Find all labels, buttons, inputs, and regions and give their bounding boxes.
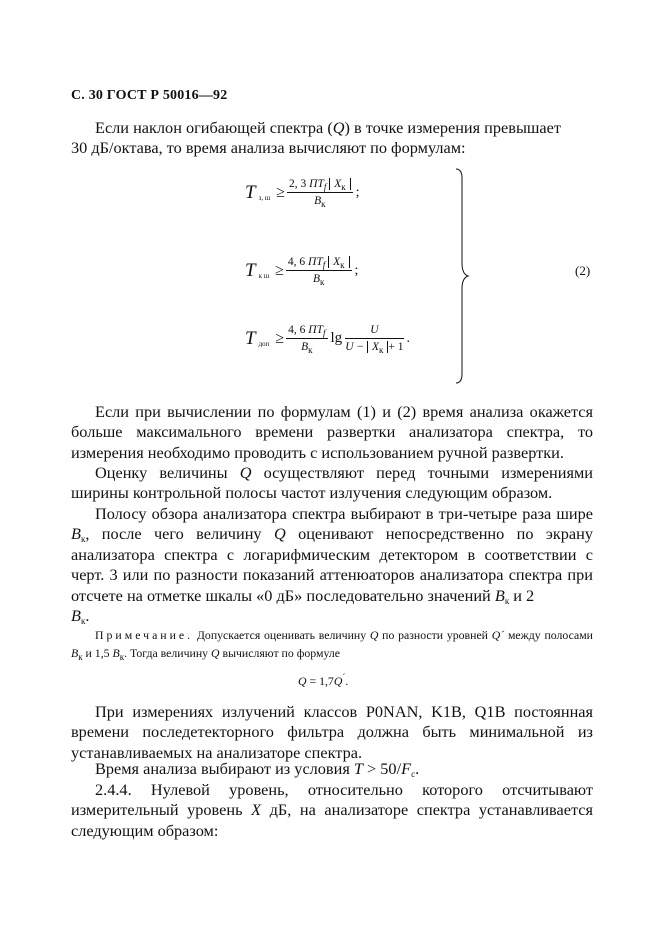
- formula-2: [245, 256, 358, 285]
- f1-ge: ≥: [276, 183, 286, 201]
- para4-f: и 2: [509, 585, 535, 605]
- f1-num-pi: ПТ: [309, 178, 324, 190]
- f1-fraction: [287, 178, 353, 207]
- f2-fraction: [286, 256, 352, 285]
- para7-b: дБ, на анализаторе спектра устанавливается следующим образом:: [71, 800, 593, 840]
- f3-x: X: [372, 341, 380, 353]
- note-b: по разности уровней: [378, 628, 492, 642]
- note-formula-eq: = 1,7: [306, 674, 334, 688]
- note-q2: Q´: [491, 628, 505, 642]
- para6-c: .: [415, 759, 420, 778]
- para4-g: B: [71, 606, 81, 626]
- note-label: Примечание.: [95, 628, 194, 642]
- f1-T: T: [245, 181, 256, 203]
- para6-fsub: c: [411, 769, 416, 779]
- note-formula-end: .: [345, 674, 349, 688]
- para1-q: Q: [332, 118, 345, 137]
- note-bk2sub: к: [119, 652, 125, 662]
- equation-number: (2): [575, 263, 591, 278]
- f2-T: T: [245, 259, 256, 281]
- para7-x: X: [251, 800, 262, 820]
- f3-u: U: [370, 324, 379, 336]
- note-formula-prime: ´: [342, 672, 346, 683]
- page-header: С. 30 ГОСТ Р 50016—92: [71, 88, 228, 103]
- f3-fraction-b: [345, 324, 403, 353]
- f3-num-f: f: [323, 328, 326, 338]
- f3-plus1: + 1: [388, 341, 404, 353]
- note-formula: [298, 674, 348, 689]
- para4-esub: к: [504, 595, 510, 606]
- note-a: Допускается оценивать величину: [193, 628, 370, 642]
- paragraph-intro: [71, 118, 593, 159]
- para3-b: осуществляют перед точными измерениями ширины контрольной полосы частот излучения следующим образом.: [71, 463, 593, 503]
- f1-num-a: 2, 3: [289, 178, 310, 190]
- f1-den: B: [314, 195, 322, 207]
- f2-end: ;: [354, 262, 359, 278]
- para7-a: 2.4.4. Нулевой уровень, относительно которого отсчитывают измерительный уровень: [71, 780, 593, 820]
- f1-num-xsub: к: [341, 182, 346, 192]
- f3-num-pi: ПТ: [308, 324, 323, 336]
- para4-h: .: [85, 606, 90, 626]
- para4-gsub: к: [80, 616, 86, 627]
- note-formula-lhs: Q: [298, 674, 307, 688]
- f3-den: B: [301, 341, 309, 353]
- paragraph-6: [71, 759, 593, 779]
- f3-u-minus: U −: [345, 341, 365, 353]
- f1-sub: з, ш: [258, 193, 271, 202]
- f1-num-f: f: [323, 182, 327, 192]
- note-bk: B: [71, 646, 79, 660]
- para4-b: B: [71, 524, 81, 544]
- f3-den-sub: к: [308, 345, 313, 355]
- paragraph-7: [71, 780, 593, 841]
- f1-den-sub: к: [321, 199, 326, 209]
- formula-1: [245, 178, 360, 207]
- para4-a: Полосу обзора анализатора спектра выбирают в три-четыре раза шире: [95, 504, 593, 523]
- f2-sub: к ш: [258, 271, 270, 280]
- f3-end: .: [406, 330, 411, 346]
- paragraph-4: [71, 504, 593, 626]
- note-d: и 1,5: [82, 646, 113, 660]
- note-q: Q: [369, 628, 379, 642]
- note-c: между полосами: [504, 628, 593, 642]
- f3-num-a: 4, 6: [288, 324, 309, 336]
- f3-fraction-a: [286, 324, 327, 353]
- f2-ge: ≥: [275, 261, 284, 279]
- f1-num-x: X: [334, 178, 342, 190]
- note-bksub: к: [78, 652, 83, 662]
- paragraph-2: [71, 402, 593, 463]
- f2-num-xsub: к: [340, 260, 345, 270]
- para4-bsub: к: [80, 534, 86, 545]
- para6-a: Время анализа выбирают из условия: [95, 759, 354, 778]
- f3-ge: ≥: [275, 329, 285, 347]
- right-brace: [452, 168, 476, 384]
- para4-q: Q: [273, 524, 286, 544]
- para1-text-a: Если наклон огибающей спектра (: [95, 118, 333, 137]
- f2-den: B: [313, 273, 321, 285]
- paragraph-3: [71, 463, 593, 504]
- f3-lg: lg: [330, 330, 343, 346]
- para4-e: B: [494, 585, 505, 605]
- note-f: вычисляют по формуле: [219, 646, 340, 660]
- note-e: . Тогда величину: [124, 646, 212, 660]
- para3-a: Оценку величины: [95, 463, 240, 482]
- paragraph-5: [71, 702, 593, 763]
- f3-xsub: к: [379, 345, 384, 355]
- f2-num-a: 4, 6: [287, 256, 309, 268]
- f2-num-pi: ПТ: [308, 256, 323, 268]
- f3-sub: доп: [258, 339, 270, 348]
- para1-text-c: 30 дБ/октава, то время анализа вычисляют по формулам:: [71, 138, 466, 158]
- f2-num-f: f: [322, 260, 326, 270]
- note-bk2: B: [112, 646, 120, 660]
- para6-f: F: [401, 759, 412, 778]
- para2-text: Если при вычислении по формулам (1) и (2) время анализа окажется больше максимального времени развертки анализатора спектра, то измерения необходимо проводить с использованием ручной развертки.: [71, 402, 593, 462]
- para6-b: > 50/: [362, 759, 402, 778]
- note-formula-rhs: Q: [333, 674, 343, 688]
- para6-t: T: [353, 759, 363, 778]
- para4-c: , после чего величину: [85, 524, 274, 544]
- para1-text-b: ) в точке измерения превышает: [344, 118, 561, 137]
- para3-q: Q: [239, 463, 252, 482]
- f2-den-sub: к: [320, 277, 325, 287]
- f2-num-x: X: [333, 256, 341, 268]
- note: [71, 626, 593, 662]
- note-q3: Q: [211, 646, 220, 660]
- f1-end: ;: [355, 184, 360, 200]
- f3-T: T: [245, 327, 256, 349]
- para4-d: оценивают непосредственно по экрану анализатора спектра с логарифмическим детектором в соответствии с черт. 3 или по разности показаний аттенюаторов анализатора спектра при отсчете на отметке шкалы «0 дБ» последовательно значений: [71, 524, 593, 605]
- formula-3: [245, 324, 410, 353]
- para5-text: При измерениях излучений классов P0NAN, K1B, Q1B постоянная времени последетекторного фильтра должна быть минимальной из устанавливаемых на анализаторе спектра.: [71, 702, 593, 762]
